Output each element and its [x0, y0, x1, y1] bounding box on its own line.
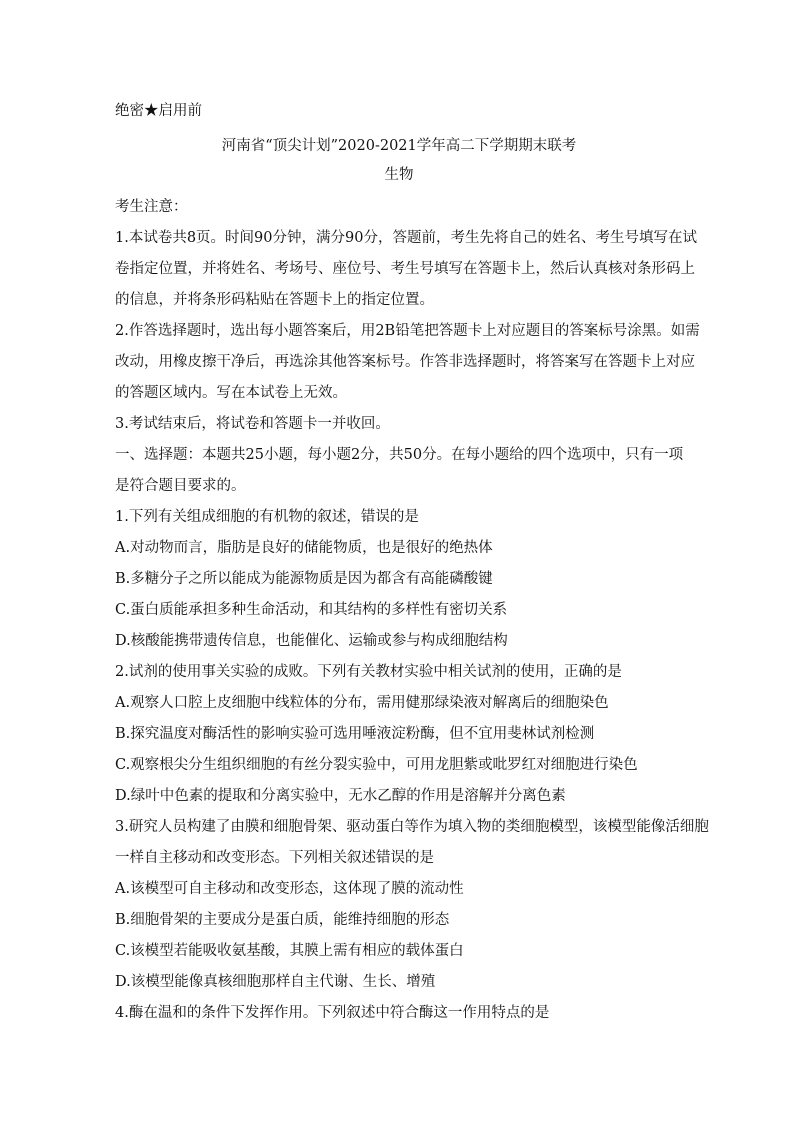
notice-line: 改动，用橡皮擦干净后，再选涂其他答案标号。作答非选择题时，将答案写在答题卡上对应 [115, 354, 695, 370]
option-a: A.观察人口腔上皮细胞中线粒体的分布，需用健那绿染液对解离后的细胞染色 [115, 695, 609, 711]
section-heading: 是符合题目要求的。 [115, 478, 246, 494]
notice-line: 2.作答选择题时，选出每小题答案后，用2B铅笔把答题卡上对应题目的答案标号涂黑。如需 [115, 323, 700, 339]
question-stem: 1.下列有关组成细胞的有机物的叙述，错误的是 [115, 509, 419, 525]
option-b: B.探究温度对酶活性的影响实验可选用唾液淀粉酶，但不宜用斐林试剂检测 [115, 726, 595, 742]
exam-title: 河南省“顶尖计划”2020-2021学年高二下学期期末联考 [221, 138, 577, 154]
option-d: D.该模型能像真核细胞那样自主代谢、生长、增殖 [115, 974, 436, 990]
option-c: C.观察根尖分生组织细胞的有丝分裂实验中，可用龙胆紫或吡罗红对细胞进行染色 [115, 757, 638, 773]
question-stem: 一样自主移动和改变形态。下列相关叙述错误的是 [115, 850, 434, 866]
subject-title: 生物 [384, 167, 414, 183]
option-a: A.对动物而言，脂肪是良好的储能物质，也是很好的绝热体 [115, 540, 493, 556]
notice-line: 的信息，并将条形码粘贴在答题卡上的指定位置。 [115, 292, 434, 308]
section-heading: 一、选择题：本题共25小题，每小题2分，共50分。在每小题给的四个选项中，只有一项 [115, 447, 684, 463]
option-c: C.蛋白质能承担多种生命活动，和其结构的多样性有密切关系 [115, 602, 508, 618]
option-b: B.细胞骨架的主要成分是蛋白质，能维持细胞的形态 [115, 912, 450, 928]
question-stem: 4.酶在温和的条件下发挥作用。下列叙述中符合酶这一作用特点的是 [115, 1005, 550, 1021]
notice-line: 1.本试卷共8页。时间90分钟，满分90分，答题前，考生先将自己的姓名、考生号填写在试 [115, 230, 697, 246]
notice-line: 3.考试结束后，将试卷和答题卡一并收回。 [115, 416, 390, 432]
option-c: C.该模型若能吸收氨基酸，其膜上需有相应的载体蛋白 [115, 943, 464, 959]
confidential-label: 绝密★启用前 [115, 103, 202, 119]
question-stem: 3.研究人员构建了由膜和细胞骨架、驱动蛋白等作为填入物的类细胞模型，该模型能像活细胞 [115, 819, 709, 835]
option-b: B.多糖分子之所以能成为能源物质是因为都含有高能磷酸键 [115, 571, 493, 587]
notice-line: 的答题区域内。写在本试卷上无效。 [115, 385, 347, 401]
option-d: D.绿叶中色素的提取和分离实验中，无水乙醇的作用是溶解并分离色素 [115, 788, 566, 804]
notice-heading: 考生注意： [115, 199, 188, 215]
option-a: A.该模型可自主移动和改变形态，这体现了膜的流动性 [115, 881, 464, 897]
notice-line: 卷指定位置，并将姓名、考场号、座位号、考生号填写在答题卡上，然后认真核对条形码上 [115, 261, 695, 277]
option-d: D.核酸能携带遗传信息，也能催化、运输或参与构成细胞结构 [115, 633, 508, 649]
question-stem: 2.试剂的使用事关实验的成败。下列有关教材实验中相关试剂的使用，正确的是 [115, 664, 622, 680]
